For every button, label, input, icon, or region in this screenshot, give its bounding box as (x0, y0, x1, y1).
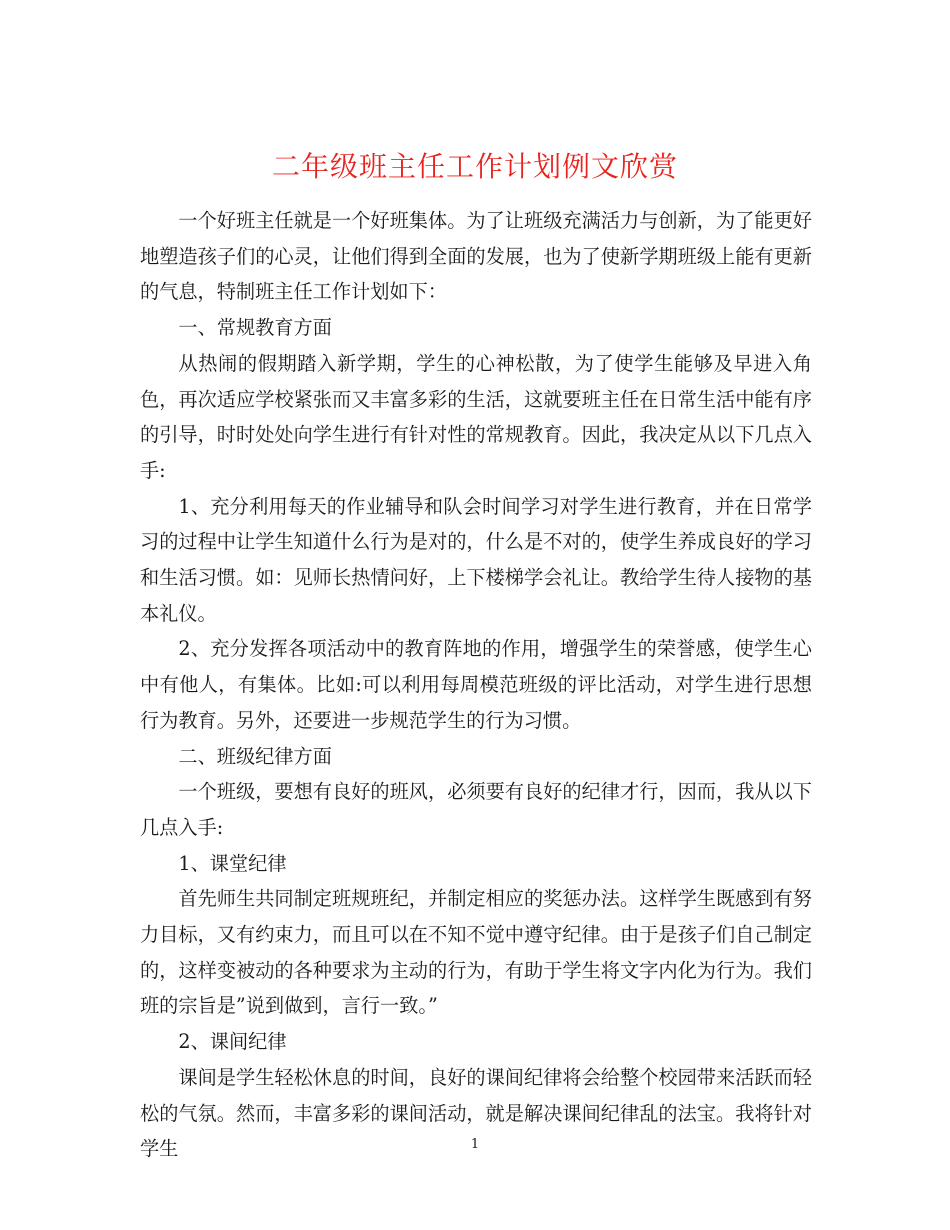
paragraph-break-discipline: 课间是学生轻松休息的时间，良好的课间纪律将会给整个校园带来活跃而轻松的气氛。然而，丰富多彩的课间活动，就是解决课间纪律乱的法宝。我将针对学生 (140, 1065, 812, 1161)
paragraph-intro: 一个好班主任就是一个好班集体。为了让班级充满活力与创新，为了能更好地塑造孩子们的心灵，让他们得到全面的发展，也为了使新学期班级上能有更新的气息，特制班主任工作计划如下： (140, 209, 812, 304)
section-heading-routine-education: 一、常规教育方面 (178, 316, 332, 340)
list-item-1: 1、充分利用每天的作业辅导和队会时间学习对学生进行教育，并在日常学习的过程中让学生知道什么行为是对的，什么是不对的，使学生养成良好的学习和生活习惯。如：见师长热情问好，上下楼梯学会礼让。教给学生待人接物的基本礼仪。 (140, 494, 812, 625)
list-item-2: 2、充分发挥各项活动中的教育阵地的作用，增强学生的荣誉感，使学生心中有他人，有集体。比如:可以利用每周模范班级的评比活动，对学生进行思想行为教育。另外，还要进一步规范学生的行为习惯。 (140, 637, 812, 732)
paragraph-class-discipline: 一个班级，要想有良好的班风，必须要有良好的纪律才行，因而，我从以下几点入手: (140, 780, 812, 839)
document-body (140, 203, 812, 1167)
subheading-classroom-discipline: 1、课堂纪律 (178, 851, 287, 875)
paragraph-routine-education: 从热闹的假期踏入新学期，学生的心神松散，为了使学生能够及早进入角色，再次适应学校紧张而又丰富多彩的生活，这就要班主任在日常生活中能有序的引导，时时处处向学生进行有针对性的常规教育。因此，我决定从以下几点入手: (140, 351, 812, 482)
subheading-break-discipline: 2、课间纪律 (178, 1030, 287, 1054)
page-number: 1 (470, 1137, 480, 1152)
paragraph-classroom-discipline: 首先师生共同制定班规班纪，并制定相应的奖惩办法。这样学生既感到有努力目标，又有约束力，而且可以在不知不觉中遵守纪律。由于是孩子们自己制定的，这样变被动的各种要求为主动的行为，有助于学生将文字内化为行为。我们班的宗旨是”说到做到，言行一致。” (140, 887, 812, 1018)
document-title: 二年级班主任工作计划例文欣赏 (271, 149, 678, 183)
section-heading-class-discipline: 二、班级纪律方面 (178, 744, 332, 768)
